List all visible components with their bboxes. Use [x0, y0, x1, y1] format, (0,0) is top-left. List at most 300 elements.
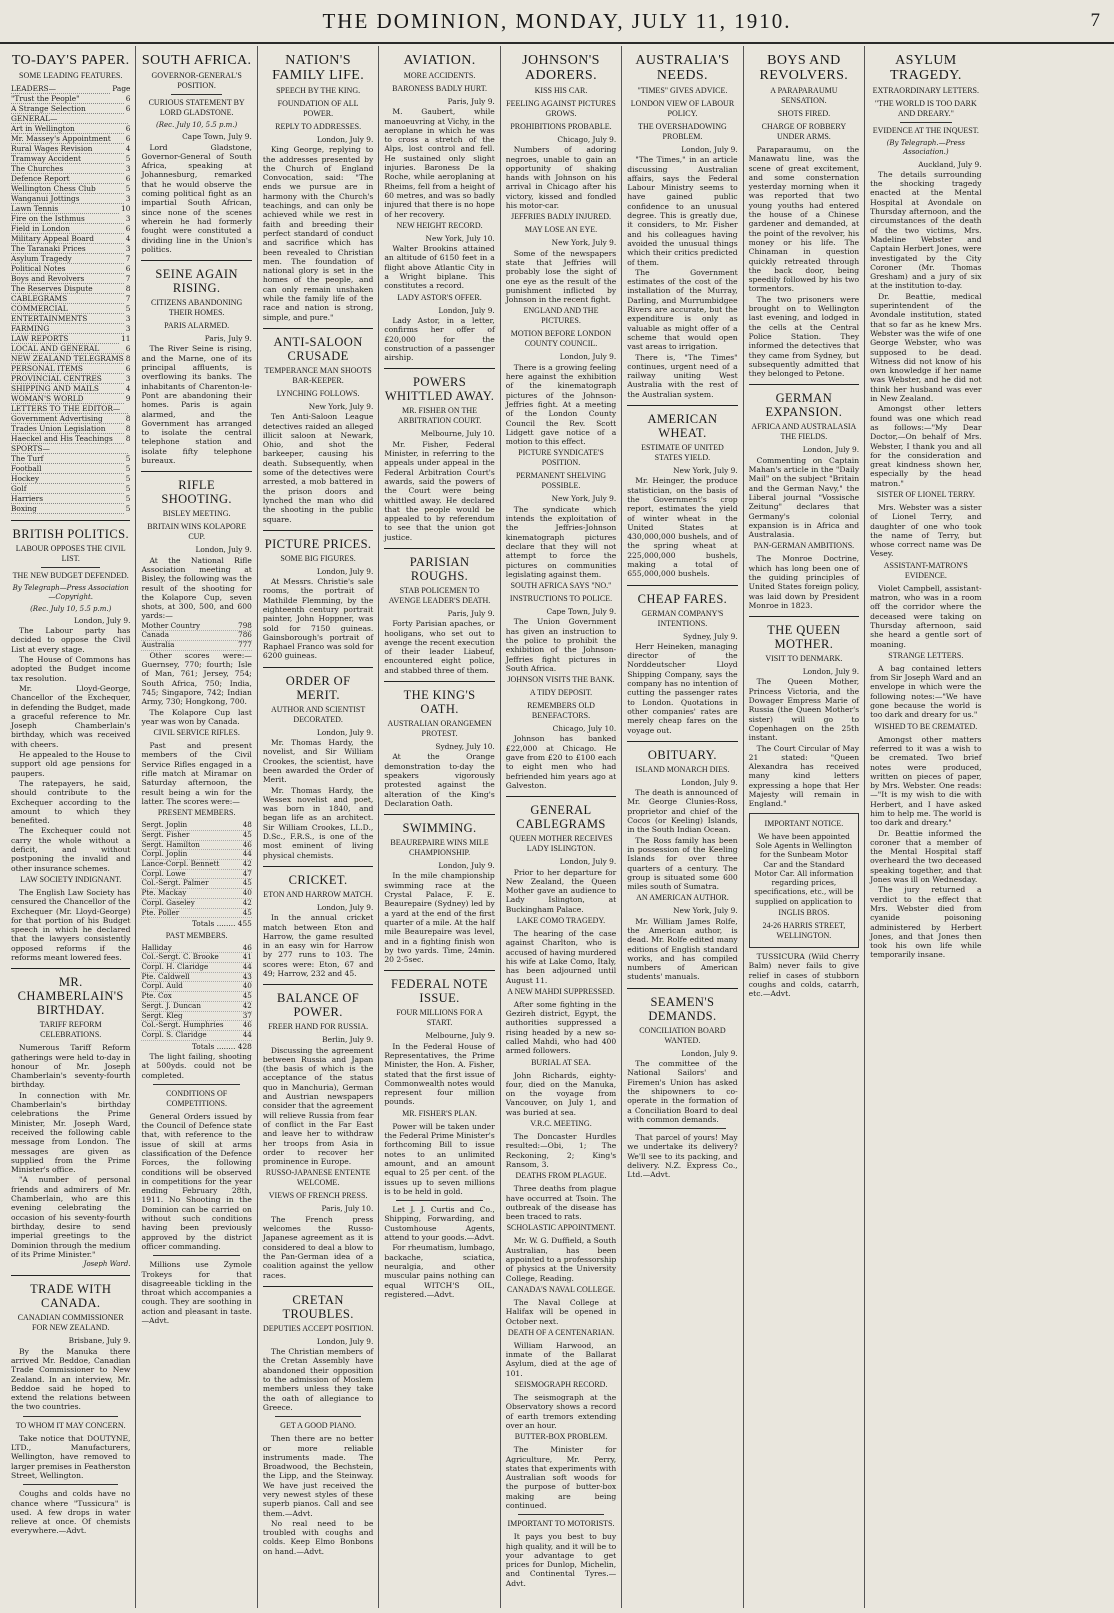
article-paragraph: Three deaths from plague have occurred at Tsoin. The outbreak of the disease has been traced to rats.	[505, 1184, 617, 1222]
index-page: 7	[125, 254, 131, 263]
index-label: PROVINCIAL CENTRES	[11, 374, 124, 384]
score-name: Pte. Poller	[141, 907, 180, 917]
index-item	[11, 264, 130, 274]
divider	[384, 970, 494, 971]
subheading: INSTRUCTIONS TO POLICE.	[509, 594, 613, 604]
index-label: Wanganui Jottings	[11, 194, 124, 204]
column-4	[379, 46, 500, 1608]
index-label: LETTERS TO THE EDITOR—	[11, 404, 128, 414]
index-label: Military Appeal Board	[11, 234, 124, 244]
picture-prices-heading: PICTURE PRICES.	[264, 536, 372, 551]
article-paragraph: The ratepayers, he said, should contribute to the Exchequer according to the amount to which they benefited.	[11, 778, 131, 826]
article-paragraph: There is, "The Times" continues, urgent need of a railway uniting West Australia with the rest of the Australian system.	[627, 352, 738, 399]
index-label: COMMERCIAL	[11, 304, 124, 314]
divider	[171, 94, 221, 95]
divider	[627, 988, 737, 989]
advert-heading: TO WHOM IT MAY CONCERN.	[15, 1420, 126, 1430]
score-value: 41	[242, 952, 252, 962]
subheading: FOUNDATION OF ALL POWER.	[277, 99, 359, 118]
index-item	[11, 434, 130, 444]
index-label: Political Notes	[11, 264, 124, 274]
article-paragraph: Ten Anti-Saloon League detectives raided an alleged illicit saloon at Newark, Ohio, and shot the barkeeper, causing his death. Subsequently, when some of the detectives were arrested, a mob battered in the prison doors and lynched the man who did the shooting in the public square.	[262, 412, 374, 524]
divider	[275, 1416, 361, 1417]
index-page: 8	[125, 414, 131, 423]
divider	[384, 814, 494, 815]
seamens-demands-heading: SEAMEN'S DEMANDS.	[648, 994, 717, 1023]
article-paragraph: M. Gaubert, while manoeuvring at Vichy, in the aeroplane in which he was to cross a stretch of the Alps, lost control and fell. He sustained only slight injuries. Baroness De la Roche, while aeroplaning at Rheims, fell from a height of 60 metres, and was so badly injured that there is no hope of her recovery.	[384, 107, 495, 219]
index-item	[11, 234, 130, 244]
table-heading: PAST MEMBERS.	[165, 930, 228, 940]
divider	[153, 1084, 239, 1085]
place-date: Brisbane, July 9.	[68, 1336, 131, 1346]
subheading: ESTIMATE OF UNITED STATES YIELD.	[641, 443, 724, 463]
index-page: Page	[112, 84, 131, 93]
index-item	[11, 294, 130, 304]
asylum-tragedy-heading: ASYLUM TRAGEDY.	[889, 53, 962, 83]
subheading: SEISMOGRAPH RECORD.	[514, 1380, 608, 1390]
queen-mother-heading: THE QUEEN MOTHER.	[767, 623, 841, 652]
divider	[627, 585, 737, 586]
subheading: MR. FISHER ON THE ARBITRATION COURT.	[397, 406, 482, 426]
divider	[518, 1514, 604, 1515]
subheading: CANADA'S NAVAL COLLEGE.	[506, 1284, 616, 1294]
article-paragraph: Numerous Tariff Reform gatherings were held to-day in honour of Mr. Joseph Chamberlain's seventy-fourth birthday.	[11, 1043, 131, 1090]
index-label: Tramway Accident	[11, 154, 124, 164]
index-item	[11, 504, 130, 514]
place-date: London, July 9.	[681, 777, 738, 787]
score-name: Pte. Caldwell	[141, 971, 190, 981]
index-label: The Churches	[11, 164, 124, 174]
cretan-troubles-heading: CRETAN TROUBLES.	[282, 1292, 354, 1321]
divider	[384, 548, 494, 549]
advert-address: 24-26 HARRIS STREET, WELLINGTON.	[762, 921, 846, 940]
signature: Joseph Ward.	[83, 1260, 131, 1269]
article-paragraph: The details surrounding the shocking tragedy enacted at the Mental Hospital at Avondale on Thursday afternoon, and the circumstances of the death of the two victims, Mrs. Madeline Webster and Captain Herbert Jones, were investigated by the City Coroner (Mr. Thomas Gresham) and a jury of six at the institution to-day.	[870, 169, 982, 291]
cricket-heading: CRICKET.	[288, 872, 348, 887]
index-page: 3	[125, 214, 131, 223]
place-date: Auckland, July 9.	[918, 159, 982, 169]
score-name: Sergt. Kleg	[141, 1010, 183, 1020]
advertisement: Let J. J. Curtis and Co., Shipping, Forwarding, and Customhouse Agents, attend to your goods.—Advt.	[384, 1205, 495, 1243]
place-date: New York, July 9.	[551, 494, 617, 504]
index-label: Mr. Massey's Appointment	[11, 134, 124, 144]
index-item	[11, 184, 130, 194]
advert-text: We have been appointed Sole Agents in Wellington for the Sunbeam Motor Car and the Standard Motor Car. All information regarding prices, specifications, etc., will be supplied on application to	[754, 831, 854, 906]
article-paragraph: The seismograph at the Observatory shows a record of earth tremors extending over an hour.	[505, 1393, 617, 1430]
index-page: 3	[125, 374, 131, 383]
advert-company: INGLIS BROS.	[778, 908, 830, 917]
parisian-roughs-heading: PARISIAN ROUGHS.	[409, 554, 470, 583]
subheading: ASSISTANT-MATRON'S EVIDENCE.	[883, 560, 968, 580]
place-date: Sydney, July 9.	[682, 631, 738, 641]
received-time: (Rec. July 10, 5.5 p.m.)	[156, 121, 238, 129]
index-label: Trades Union Legislation	[11, 424, 124, 434]
score-name: Corpl. Lowe	[141, 868, 186, 878]
article-paragraph: Mr. William James Rolfe, the American author, is dead. Mr. Rolfe edited many editions of English standard works, and has compiled numbers of American students' manuals.	[627, 916, 738, 982]
subheading: MORE ACCIDENTS.	[403, 71, 476, 80]
article-paragraph: In the mile championship swimming race at the Crystal Palace, F. E. Beaurepaire (Sydney) led by a yard at the end of the first quarter of a mile. At the half mile Beaurepaire was level, and in a fighting finish won by two yards. Time, 24min. 20 2-5sec.	[384, 871, 495, 965]
subheading: LABOUR OPPOSES THE CIVIL LIST.	[15, 544, 126, 563]
divider	[749, 384, 859, 385]
contents-index	[11, 84, 130, 514]
article-paragraph: Mr. Lloyd-George, Chancellor of the Exchequer, in defending the Budget, made a graceful reference to Mr. Joseph Chamberlain's birthday, which was received with cheers.	[11, 683, 131, 749]
score-value: 42	[242, 859, 252, 869]
index-label: GENERAL—	[11, 114, 128, 124]
subheading: BRITAIN WINS KOLAPORE CUP.	[147, 522, 247, 542]
nations-family-life-heading: NATION'S FAMILY LIFE.	[272, 53, 365, 83]
chamberlain-birthday-heading: MR. CHAMBERLAIN'S BIRTHDAY.	[17, 975, 124, 1018]
score-name: Col.-Sergt. C. Brooke	[141, 952, 219, 962]
index-label: LAW REPORTS	[11, 334, 119, 344]
index-page: 3	[125, 244, 131, 253]
article-paragraph: "The Times," in an article discussing Australian affairs, says the Federal Labour Ministry seems to have gained public confidence to an unusual degree. This is greatly due, it considers, to Mr. Fisher and his colleagues having avoided the unusual things which their critics predicted of them.	[627, 155, 738, 267]
subheading: DEATHS FROM PLAGUE.	[515, 1171, 607, 1181]
score-name: Pte. Cox	[141, 991, 172, 1001]
index-page: 3	[125, 314, 131, 323]
divider	[506, 796, 616, 797]
johnsons-adorers-heading: JOHNSON'S ADORERS.	[522, 53, 600, 83]
index-item	[11, 444, 130, 454]
index-item	[11, 154, 130, 164]
divider	[396, 1200, 482, 1201]
subheading: ETON AND HARROW MATCH.	[263, 889, 373, 899]
index-page: 5	[125, 184, 131, 193]
place-date: London, July 9.	[802, 445, 860, 455]
article-paragraph: John Richards, eighty-four, died on the Manuka, on the voyage from Vancouver, on July 1, and was buried at sea.	[505, 1070, 617, 1117]
article-paragraph: Herr Heineken, managing director of the Norddeutscher Lloyd Shipping Company, says the company has no intention of cutting the passenger rates to London. Quotations in other companies' rates are merely cheap fares on the voyage out.	[627, 641, 738, 735]
index-item	[11, 144, 130, 154]
kolapore-scores-table	[141, 622, 251, 651]
subheading: STRANGE LETTERS.	[888, 650, 964, 660]
article-paragraph: Mr. Heinger, the produce statistician, on the basis of the Government's crop report, estimates the yield of winter wheat in the United States at 430,000,000 bushels, and of the spring wheat at 225,000,000 bushels, making a total of 655,000,000 bushels.	[627, 476, 738, 579]
subheading: PERMANENT SHELVING POSSIBLE.	[515, 471, 606, 491]
subheading: PROHIBITIONS PROBABLE.	[510, 122, 612, 131]
article-paragraph: Mr. Thomas Hardy, the novelist, and Sir William Crookes, the scientist, have been awarded the Order of Merit.	[262, 738, 374, 785]
score-row	[141, 1031, 251, 1041]
index-label: Golf	[11, 484, 124, 494]
article-paragraph: The hearing of the case against Charlton, who is accused of having murdered his wife at Lake Como, Italy, has been adjourned until August 11.	[505, 929, 617, 985]
score-row	[141, 909, 251, 919]
index-page: 10	[121, 204, 131, 213]
subheading: V.R.C. MEETING.	[530, 1119, 592, 1129]
article-paragraph: He appealed to the House to support old age pensions for paupers.	[11, 750, 131, 778]
index-item	[11, 364, 130, 374]
index-label: WOMAN'S WORLD	[11, 394, 124, 404]
place-date: London, July 9.	[316, 1336, 374, 1346]
article-paragraph: The Labour party has decided to oppose the Civil List at every stage.	[11, 626, 131, 654]
article-paragraph: The Naval College at Halifax will be opened in October next.	[505, 1297, 617, 1326]
index-page: 5	[125, 494, 131, 503]
score-name: Col.-Sergt. Humphries	[141, 1020, 224, 1030]
article-paragraph: "A number of personal friends and admirers of Mr. Chamberlain, who are this evening celebrating the occasion of his seventy-fourth birthday, desire to send imperial greetings to the Dominion through the medium of its Prime Minister."	[11, 1175, 131, 1259]
index-item	[11, 394, 130, 404]
index-label: NEW ZEALAND TELEGRAMS	[11, 354, 124, 363]
index-item	[11, 494, 130, 504]
article-paragraph: The Queen Mother, Princess Victoria, and the Dowager Empress Marie of Russia (the Queen Mother's sister) will go to Copenhagen on the 25th instant.	[748, 677, 860, 743]
advertisement: That parcel of yours! May we undertake its delivery? We'll see to its packing, and delivery. N.Z. Express Co., Ltd.—Advt.	[627, 1133, 738, 1180]
index-page: 4	[125, 234, 131, 243]
article-paragraph: The jury returned a verdict to the effect that Mrs. Webster died from cyanide poisoning administered by Herbert Jones, and that Jones then took his own life while temporarily insane.	[870, 885, 982, 960]
kings-oath-heading: THE KING'S OATH.	[403, 688, 476, 717]
article-paragraph: By the Manuka there arrived Mr. Beddoe, Canadian Trade Commissioner to New Zealand. In an interview, Mr. Beddoe said he hoped to extend the relations between the two countries.	[11, 1346, 131, 1412]
article-paragraph: Violet Campbell, assistant-matron, who was in a room off the corridor where the deceased were taking on Thursday afternoon, said she heard a gentle sort of moaning.	[870, 583, 982, 649]
subheading: NEW HEIGHT RECORD.	[396, 220, 483, 230]
index-label: The Turf	[11, 454, 124, 464]
subheading: MOTION BEFORE LONDON COUNTY COUNCIL.	[510, 329, 612, 349]
index-item	[11, 314, 130, 324]
article-paragraph: Prior to her departure for New Zealand, the Queen Mother gave an audience to Lady Islington, at Buckingham Palace.	[505, 867, 617, 914]
score-value: 45	[242, 991, 252, 1001]
subheading: VIEWS OF FRENCH PRESS.	[268, 1191, 368, 1201]
advertisement: It pays you best to buy high quality, and it will be to your advantage to get prices for Dunlop, Michelin, and Continental Tyres.—Advt.	[505, 1532, 617, 1588]
index-page: 11	[121, 334, 131, 343]
page-number: 7	[1090, 10, 1100, 31]
divider	[263, 328, 373, 329]
score-name: Halliday	[141, 942, 172, 952]
divider	[11, 1275, 130, 1276]
article-paragraph: Numbers of adoring negroes, unable to gain an opportunity of shaking hands with Johnson on his arrival in Chicago after his victory, kissed and fondled his motor-car.	[505, 145, 617, 211]
index-item	[11, 204, 130, 214]
article-paragraph: The two prisoners were brought on to Wellington last evening, and lodged in the cells at the Central Police Station. They informed the detectives that they came from Sydney, but subsequently admitted that they belonged to Petone.	[748, 294, 860, 379]
index-item	[11, 414, 130, 424]
place-date: Chicago, July 9.	[557, 135, 617, 144]
index-label: Hockey	[11, 474, 124, 484]
cheap-fares-heading: CHEAP FARES.	[637, 591, 728, 606]
subheading: CONDITIONS OF COMPETITIONS.	[166, 1088, 228, 1108]
advert-heading: GET A GOOD PIANO.	[280, 1421, 357, 1431]
index-item	[11, 344, 130, 354]
subheading: A NEW MAHDI SUPPRESSED.	[507, 986, 615, 996]
article-paragraph: In the annual cricket match between Eton and Harrow, the game resulted in an easy win for Harrow by 277 runs to 103. The scores were: Eton, 67 and 49; Harrow, 232 and 45.	[262, 913, 374, 978]
subheading: PICTURE SYNDICATE'S POSITION.	[518, 448, 604, 468]
index-label: Art in Wellington	[11, 124, 124, 134]
place-date: London, July 9.	[681, 1048, 738, 1058]
subheading: STAB POLICEMEN TO AVENGE LEADER'S DEATH.	[388, 585, 491, 605]
article-paragraph: Amongst other matters referred to it was a wish to be cremated. Two brief notes were produced, written on pieces of paper, by Mrs. Webster. One reads:—"It is my wish to die with Herbert, and I have asked him to help me. The world is too dark and dreary."	[870, 734, 982, 828]
place-date: Chicago, July 10.	[552, 724, 617, 734]
column-8	[865, 46, 986, 1608]
article-paragraph: There is a growing feeling here against the exhibition of the kinematograph pictures of the Johnson-Jeffries fight. At a meeting of the London County Council the Rev. Scott Lidgett gave notice of a motion to this effect.	[505, 362, 617, 447]
subheading: ENGLAND AND THE PICTURES.	[523, 306, 599, 326]
score-name: Australia	[141, 640, 175, 650]
divider	[384, 368, 494, 369]
article-paragraph: Discussing the agreement between Russia and Japan (the basis of which is the acceptance of the status quo in Manchuria), German and Austrian newspapers consider that the agreement will relieve Russia from fear of conflict in the Far East and leave her to withdraw her troops from Asia in order to recover her prominence in Europe.	[262, 1045, 374, 1167]
subheading: PARIS ALARMED.	[164, 321, 230, 331]
divider	[263, 530, 373, 531]
divider	[263, 667, 373, 668]
advertisement: TUSSICURA (Wild Cherry Balm) never fails to give relief in cases of stubborn coughs and colds, catarrh, etc.—Advt.	[748, 952, 860, 999]
subheading: BURIAL AT SEA.	[531, 1057, 591, 1067]
index-page: 5	[125, 454, 131, 463]
index-page: 3	[125, 194, 131, 203]
australias-needs-heading: AUSTRALIA'S NEEDS.	[635, 53, 730, 83]
place-date: London, July 9.	[316, 135, 374, 144]
subheading: A TIDY DEPOSIT.	[529, 688, 593, 698]
divider	[263, 1286, 373, 1287]
article-paragraph: The light failing, shooting at 500yds. could not be completed.	[141, 1051, 252, 1080]
article-paragraph: Walter Brookins attained an altitude of 6150 feet in a flight above Atlantic City in a Wright biplane. This constitutes a record.	[384, 244, 495, 291]
index-label: SPORTS—	[11, 444, 128, 454]
subheading: MR. FISHER'S PLAN.	[402, 1108, 477, 1118]
subheading: EVIDENCE AT THE INQUEST.	[872, 126, 979, 135]
article-paragraph: Some of the newspapers state that Jeffries will probably lose the sight of one eye as the result of the punishment inflicted by Johnson in the recent fight.	[505, 248, 617, 305]
subheading: MAY LOSE AN EYE.	[524, 225, 598, 235]
subheading: BEAUREPAIRE WINS MILE CHAMPIONSHIP.	[390, 838, 489, 858]
place-date: Cape Town, July 9.	[546, 607, 617, 617]
place-date: London, July 9.	[316, 902, 374, 912]
advertisement: Then there are no better or more reliable instruments made. The Broadwood, the Bechstein, the Lipp, and the Steinway. We have just received the very newest styles of these superb pianos. Call and see them.—Advt.	[262, 1434, 374, 1518]
subheading: LADY ASTOR'S OFFER.	[397, 292, 482, 302]
index-item	[11, 124, 130, 134]
place-date: London, July 9.	[438, 861, 495, 871]
subheading: AN AMERICAN AUTHOR.	[636, 893, 729, 903]
score-value: 44	[242, 849, 252, 859]
subheading: SPEECH BY THE KING.	[276, 86, 361, 95]
article-paragraph: The Government estimates of the cost of the installation of the Murray, Darling, and Murrumbidgee Rivers are accurate, but the expenditure is only as valuable as might offer of a scheme that would open vast areas to irrigation.	[627, 267, 738, 352]
index-page: 5	[125, 474, 131, 483]
place-date: London, July 9.	[802, 667, 860, 677]
article-paragraph: The Doncaster Hurdles resulted:—Obi, 1; The Reckoning, 2; King's Ransom, 3.	[505, 1132, 617, 1169]
place-date: London, July 9.	[316, 727, 374, 737]
subheading: THE NEW BUDGET DEFENDED.	[12, 571, 129, 580]
index-item	[11, 114, 130, 124]
index-item	[11, 254, 130, 264]
place-date: Paris, July 9.	[447, 97, 495, 106]
article-paragraph: Commenting on Captain Mahan's article in the "Daily Mail" on the subject "Britain and the German Navy," the Liberal journal "Vossische Zeitung" declares that Germany's colonial expansion is in Africa and Australasia.	[748, 455, 860, 540]
score-name: Corpl. Gaseley	[141, 897, 195, 907]
index-item	[11, 84, 130, 94]
subheading: SISTER OF LIONEL TERRY.	[876, 489, 975, 499]
article-paragraph: Lady Astor, in a letter, confirms her offer of £20,000 for the construction of a passenger airship.	[384, 315, 495, 363]
index-item	[11, 384, 130, 394]
index-label: Boxing	[11, 504, 124, 514]
index-page: 6	[125, 134, 131, 143]
index-item	[11, 334, 130, 344]
index-label: Fire on the Isthmus	[11, 214, 124, 224]
anti-saloon-heading: ANTI-SALOON CRUSADE	[273, 334, 363, 363]
article-paragraph: William Harwood, an inmate of the Ballarat Asylum, died at the age of 101.	[505, 1340, 617, 1378]
index-page: 7	[125, 274, 131, 283]
article-paragraph: The death is announced of Mr. George Clunies-Ross, proprietor and chief of the Cocos (or Keeling) Islands, in the South Indian Ocean.	[627, 788, 738, 835]
index-item	[11, 174, 130, 184]
balance-of-power-heading: BALANCE OF POWER.	[277, 991, 360, 1020]
index-item	[11, 424, 130, 434]
aviation-heading: AVIATION.	[403, 53, 476, 68]
divider	[23, 1416, 118, 1417]
trade-canada-heading: TRADE WITH CANADA.	[30, 1282, 112, 1311]
south-africa-heading: SOUTH AFRICA.	[141, 53, 252, 68]
place-date: Berlin, July 9.	[322, 1035, 374, 1045]
article-paragraph: Lord Gladstone, Governor-General of South Africa, speaking at Johannesburg, remarked that he would observe the coming political fight as an impartial South African, since none of the scenes wherein he had formerly fought were constituted a dividing line in the Union's politics.	[141, 142, 252, 254]
order-of-merit-heading: ORDER OF MERIT.	[285, 673, 351, 702]
index-item	[11, 474, 130, 484]
article-paragraph: In the Federal House of Representatives, the Prime Minister, the Hon. A. Fisher, stated that the first issue of Commonwealth notes would represent four million pounds.	[384, 1041, 495, 1107]
place-date: Paris, July 9.	[204, 334, 252, 344]
column-7	[744, 46, 865, 1608]
subheading: LAKE COMO TRAGEDY.	[516, 916, 606, 926]
divider	[23, 1484, 118, 1485]
subheading: GOVERNOR-GENERAL'S POSITION.	[151, 71, 242, 90]
place-date: London, July 9.	[438, 305, 495, 315]
index-item	[11, 374, 130, 384]
article-paragraph: The Union Government has given an instruction to the police to prohibit the exhibition of the Johnson-Jeffries fight pictures in South Africa.	[505, 617, 617, 673]
index-item	[11, 194, 130, 204]
index-page: 3	[125, 324, 131, 333]
advertisement: For rheumatism, lumbago, backache, sciatica, neuralgia, and other muscular pains nothing can equal WITCH'S OIL, registered.—Advt.	[384, 1243, 495, 1299]
advertisement: Coughs and colds have no chance where "Tussicura" is used. A few drops in water relieve at once. Of chemists everywhere.—Advt.	[11, 1489, 131, 1536]
place-date: London, July 9.	[316, 566, 374, 576]
article-paragraph: The Kolapore Cup last year was won by Canada.	[141, 707, 252, 726]
index-page: 6	[125, 124, 131, 133]
article-paragraph: Forty Parisian apaches, or hooligans, who set out to avenge the recent execution of their leader Liabeuf, encountered eight police, and stabbed three of them.	[384, 619, 495, 675]
article-paragraph: Mr. Fisher, Federal Minister, in referring to the appeals under appeal in the Federal Arbitration Court's awards, said the powers of the Court were being whittled away. He declared that the people would be appealed to by referendum to see that the union got justice.	[384, 439, 495, 542]
score-value: 46	[242, 839, 252, 849]
swimming-heading: SWIMMING.	[402, 821, 477, 836]
dateline: (By Telegraph.—Press Association.)	[886, 139, 965, 157]
index-page: 5	[125, 154, 131, 163]
index-label: Boys and Revolvers	[11, 274, 124, 284]
column-6	[622, 46, 743, 1608]
score-name: Corpl. S. Claridge	[141, 1029, 207, 1039]
index-label: CABLEGRAMS	[11, 294, 124, 304]
index-page: 7	[125, 294, 131, 303]
score-value: 777	[238, 640, 252, 650]
divider	[141, 471, 251, 472]
score-value: 42	[242, 897, 252, 907]
index-page: 6	[125, 94, 131, 103]
article-paragraph: A bag contained letters from Sir Joseph Ward and an envelope in which were the following notes:—"We have gone because the world is too dark and dreary for us."	[870, 663, 982, 720]
subheading: LONDON VIEW OF LABOUR POLICY.	[630, 99, 735, 118]
index-page: 8	[125, 284, 131, 293]
received-time: (Rec. July 10, 5.5 p.m.)	[30, 604, 112, 613]
score-name: Corpl. Joplin	[141, 849, 188, 859]
federal-note-heading: FEDERAL NOTE ISSUE.	[391, 977, 489, 1006]
index-page: 6	[125, 104, 131, 113]
place-date: London, July 9.	[681, 145, 738, 154]
index-page: 8	[125, 424, 131, 433]
article-paragraph: At the Orange demonstration to-day the speakers vigorously protested against the alteration of the King's Declaration Oath.	[384, 752, 495, 808]
subheading: FREER HAND FOR RUSSIA.	[268, 1022, 369, 1032]
subheading: LYNCHING FOLLOWS.	[276, 388, 360, 398]
subheading: ISLAND MONARCH DIES.	[635, 764, 730, 774]
subheading: "THE WORLD IS TOO DARK AND DREARY."	[874, 99, 977, 118]
subheading: CHARGE OF ROBBERY UNDER ARMS.	[761, 122, 847, 141]
index-item	[11, 244, 130, 254]
score-value: 46	[242, 942, 252, 952]
article-paragraph: The English Law Society has censured the Chancellor of the Exchequer (Mr. Lloyd-George) for that portion of his Budget speech in which he declared that the lawyers consistently opposed reforms if the reforms meant lowered fees.	[11, 887, 131, 962]
divider	[263, 866, 373, 867]
place-date: London, July 9.	[74, 615, 131, 625]
index-label: The Taranaki Prices	[11, 244, 124, 254]
subheading: PAN-GERMAN AMBITIONS.	[753, 541, 855, 551]
article-paragraph: The Monroe Doctrine, which has long been one of the guiding principles of United States foreign policy, was laid down by President Monroe in 1823.	[748, 554, 860, 610]
place-date: London, July 9.	[195, 545, 252, 555]
subheading: FEELING AGAINST PICTURES GROWS.	[506, 99, 616, 118]
score-row	[141, 641, 251, 651]
index-item	[11, 104, 130, 114]
index-page: 5	[125, 464, 131, 473]
subheading: CONCILIATION BOARD WANTED.	[639, 1025, 726, 1045]
index-item	[11, 454, 130, 464]
british-politics-heading: BRITISH POLITICS.	[12, 527, 129, 541]
index-label: Haeckel and His Teachings	[11, 434, 124, 444]
score-value: 46	[242, 1020, 252, 1030]
place-date: Cape Town, July 9.	[182, 132, 252, 142]
subheading: QUEEN MOTHER RECEIVES LADY ISLINGTON.	[509, 834, 613, 854]
index-item	[11, 224, 130, 234]
score-value: 44	[242, 961, 252, 971]
index-item	[11, 484, 130, 494]
